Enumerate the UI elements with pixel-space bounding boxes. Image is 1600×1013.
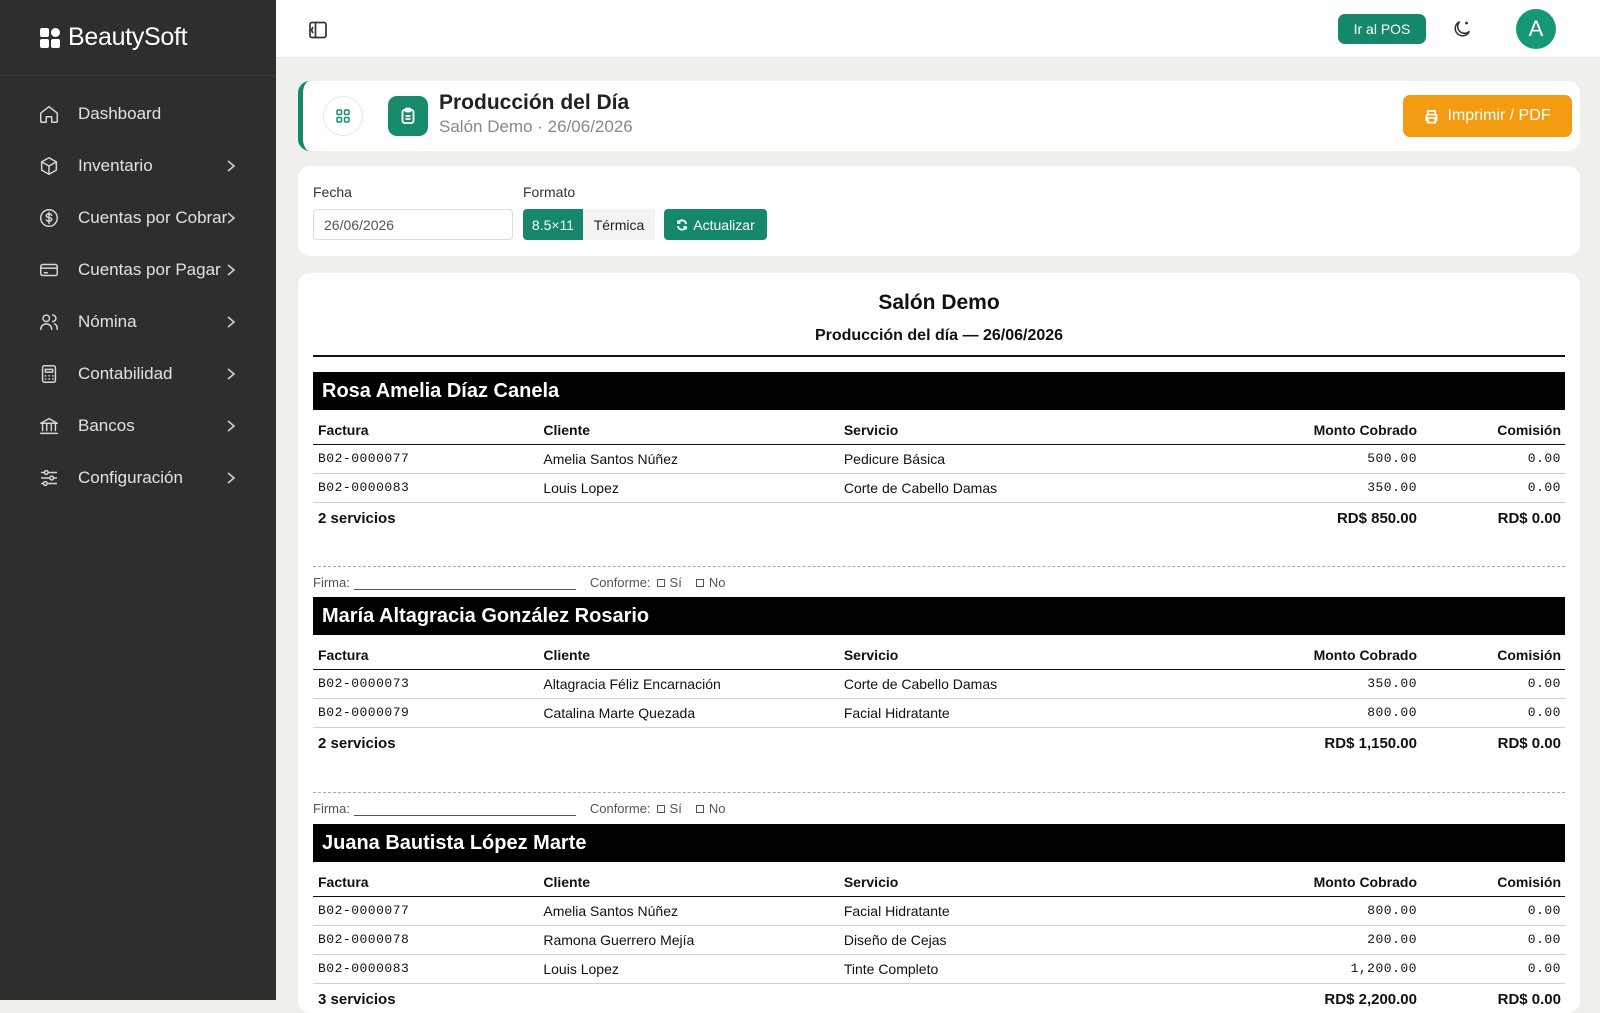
firma-label: Firma:: [313, 801, 350, 816]
total-commission: RD$ 0.00: [1497, 509, 1561, 527]
employee-section: [313, 372, 1565, 534]
table-cell: 200.00: [1277, 925, 1421, 954]
conforme-label: Conforme:: [589, 575, 651, 590]
signature-line: [313, 792, 1565, 816]
table-cell: 0.00: [1421, 473, 1565, 502]
formato-label: Formato: [523, 184, 576, 200]
chevron-right-icon: [224, 208, 238, 228]
table-cell: Facial Hidratante: [839, 896, 1277, 925]
column-header: Cliente: [538, 410, 838, 444]
sidebar-item-label: Configuración: [78, 468, 183, 487]
table-cell: Tinte Completo: [839, 954, 1277, 983]
total-amount: RD$ 1,150.00: [1324, 734, 1417, 752]
credit-card-icon: [38, 259, 60, 281]
table-header-row: [313, 410, 1565, 444]
column-header: Monto Cobrado: [1277, 862, 1421, 896]
column-header: Factura: [313, 635, 538, 669]
table-cell: 350.00: [1277, 473, 1421, 502]
table-cell: Louis Lopez: [538, 954, 838, 983]
column-header: Comisión: [1421, 862, 1565, 896]
sidebar-item-label: Cuentas por Pagar: [78, 260, 221, 279]
total-commission: RD$ 0.00: [1497, 734, 1561, 752]
table-cell: 0.00: [1421, 925, 1565, 954]
report-subtitle: Producción del día — 26/06/2026: [814, 327, 1064, 344]
sidebar-item-label: Nómina: [78, 312, 137, 331]
conforme-label: Conforme:: [589, 801, 651, 816]
sidebar-item-contabilidad[interactable]: [0, 348, 276, 400]
table-cell: Corte de Cabello Damas: [839, 473, 1277, 502]
go-to-pos-button[interactable]: Ir al POS: [1338, 14, 1426, 44]
sidebar-item-dashboard[interactable]: [0, 88, 276, 140]
fecha-label: Fecha: [313, 184, 352, 200]
filter-panel: [298, 166, 1580, 256]
apps-grid-icon[interactable]: [323, 96, 363, 136]
user-avatar[interactable]: A: [1516, 9, 1556, 49]
chevron-right-icon: [224, 156, 238, 176]
box-icon: [38, 155, 60, 177]
table-row: [313, 925, 1565, 954]
table-cell: 800.00: [1277, 896, 1421, 925]
chevron-right-icon: [224, 260, 238, 280]
column-header: Comisión: [1421, 635, 1565, 669]
table-cell: 500.00: [1277, 444, 1421, 473]
table-cell: B02-0000073: [313, 669, 538, 698]
refresh-label: Actualizar: [693, 216, 755, 233]
total-amount: RD$ 2,200.00: [1324, 990, 1417, 1008]
table-row: [313, 954, 1565, 983]
column-header: Servicio: [839, 635, 1277, 669]
total-commission: RD$ 0.00: [1497, 990, 1561, 1008]
sidebar-item-label: Cuentas por Cobrar: [78, 208, 228, 227]
refresh-icon: [676, 219, 688, 231]
dollar-circle-icon: [38, 207, 60, 229]
total-count: 2 servicios: [318, 734, 396, 752]
total-count: 3 servicios: [318, 990, 396, 1008]
table-cell: B02-0000077: [313, 896, 538, 925]
sidebar: [0, 0, 276, 1000]
brand-logo-icon: [40, 28, 62, 48]
employee-name: Juana Bautista López Marte: [313, 824, 1565, 862]
sidebar-item-cuentas-por-cobrar[interactable]: [0, 192, 276, 244]
table-cell: Corte de Cabello Damas: [839, 669, 1277, 698]
services-table: [313, 635, 1565, 759]
total-row: [313, 983, 1565, 1013]
fecha-input[interactable]: [313, 209, 513, 240]
table-cell: 0.00: [1421, 896, 1565, 925]
report-divider: [313, 355, 1565, 357]
table-cell: Amelia Santos Núñez: [538, 896, 838, 925]
checkbox-si[interactable]: [657, 805, 665, 813]
table-row: [313, 698, 1565, 727]
topbar: [276, 0, 1600, 58]
sidebar-item-inventario[interactable]: [0, 140, 276, 192]
sidebar-item-bancos[interactable]: [0, 400, 276, 452]
print-pdf-label: Imprimir / PDF: [1447, 107, 1551, 124]
print-pdf-button[interactable]: [1403, 95, 1572, 137]
table-cell: 800.00: [1277, 698, 1421, 727]
chevron-right-icon: [224, 468, 238, 488]
table-header-row: [313, 635, 1565, 669]
format-option-letter[interactable]: 8.5×11: [523, 209, 583, 240]
sidebar-item-nomina[interactable]: [0, 296, 276, 348]
total-row: [313, 727, 1565, 759]
sidebar-item-cuentas-por-pagar[interactable]: [0, 244, 276, 296]
table-cell: Louis Lopez: [538, 473, 838, 502]
table-cell: Pedicure Básica: [839, 444, 1277, 473]
page-title: Producción del Día: [439, 91, 630, 114]
sidebar-item-label: Inventario: [78, 156, 153, 175]
sidebar-item-label: Contabilidad: [78, 364, 173, 383]
table-header-row: [313, 862, 1565, 896]
column-header: Monto Cobrado: [1277, 635, 1421, 669]
employee-name: Rosa Amelia Díaz Canela: [313, 372, 1565, 410]
sidebar-item-configuracion[interactable]: [0, 452, 276, 504]
table-cell: B02-0000077: [313, 444, 538, 473]
table-row: [313, 444, 1565, 473]
sidebar-item-label: Bancos: [78, 416, 135, 435]
checkbox-si[interactable]: [657, 579, 665, 587]
chevron-right-icon: [224, 416, 238, 436]
refresh-button[interactable]: [664, 209, 767, 240]
table-row: [313, 473, 1565, 502]
si-label: Sí: [669, 801, 682, 816]
table-cell: Amelia Santos Núñez: [538, 444, 838, 473]
table-cell: Diseño de Cejas: [839, 925, 1277, 954]
table-cell: 0.00: [1421, 698, 1565, 727]
signature-line: [313, 566, 1565, 590]
table-cell: B02-0000078: [313, 925, 538, 954]
table-cell: 1,200.00: [1277, 954, 1421, 983]
table-cell: B02-0000083: [313, 954, 538, 983]
services-table: [313, 410, 1565, 534]
brand[interactable]: [0, 0, 276, 76]
report-sheet: [298, 273, 1580, 1013]
sliders-icon: [38, 467, 60, 489]
column-header: Servicio: [839, 410, 1277, 444]
column-header: Servicio: [839, 862, 1277, 896]
page-header: [298, 81, 1580, 151]
home-icon: [38, 103, 60, 125]
checkbox-no[interactable]: [696, 805, 704, 813]
no-label: No: [708, 575, 726, 590]
column-header: Factura: [313, 862, 538, 896]
column-header: Monto Cobrado: [1277, 410, 1421, 444]
employee-section: [313, 824, 1565, 1013]
table-row: [313, 669, 1565, 698]
printer-icon: [1424, 109, 1439, 124]
checkbox-no[interactable]: [696, 579, 704, 587]
employee-section: [313, 597, 1565, 759]
column-header: Comisión: [1421, 410, 1565, 444]
report-title: Salón Demo: [878, 291, 1000, 314]
table-cell: 350.00: [1277, 669, 1421, 698]
sidebar-toggle-icon[interactable]: [308, 20, 328, 40]
column-header: Factura: [313, 410, 538, 444]
services-table: [313, 862, 1565, 1013]
brand-name: BeautySoft: [68, 23, 188, 51]
table-cell: B02-0000079: [313, 698, 538, 727]
firma-label: Firma:: [313, 575, 350, 590]
si-label: Sí: [669, 575, 682, 590]
table-cell: Catalina Marte Quezada: [538, 698, 838, 727]
table-cell: 0.00: [1421, 954, 1565, 983]
dark-mode-icon[interactable]: [1451, 18, 1473, 40]
table-cell: 0.00: [1421, 669, 1565, 698]
total-count: 2 servicios: [318, 509, 396, 527]
users-icon: [38, 311, 60, 333]
no-label: No: [708, 801, 726, 816]
employee-name: María Altagracia González Rosario: [313, 597, 1565, 635]
table-cell: 0.00: [1421, 444, 1565, 473]
sidebar-item-label: Dashboard: [78, 104, 162, 123]
table-cell: Altagracia Féliz Encarnación: [538, 669, 838, 698]
chevron-right-icon: [224, 312, 238, 332]
chevron-right-icon: [224, 364, 238, 384]
table-cell: Facial Hidratante: [839, 698, 1277, 727]
format-option-thermal[interactable]: Térmica: [583, 209, 655, 240]
bank-icon: [38, 415, 60, 437]
table-cell: Ramona Guerrero Mejía: [538, 925, 838, 954]
column-header: Cliente: [538, 635, 838, 669]
total-row: [313, 502, 1565, 534]
page-subtitle: Salón Demo · 26/06/2026: [439, 117, 633, 136]
column-header: Cliente: [538, 862, 838, 896]
sidebar-nav: [0, 76, 276, 504]
table-cell: B02-0000083: [313, 473, 538, 502]
total-amount: RD$ 850.00: [1336, 509, 1417, 527]
table-row: [313, 896, 1565, 925]
calculator-icon: [38, 363, 60, 385]
clipboard-icon: [388, 96, 428, 136]
